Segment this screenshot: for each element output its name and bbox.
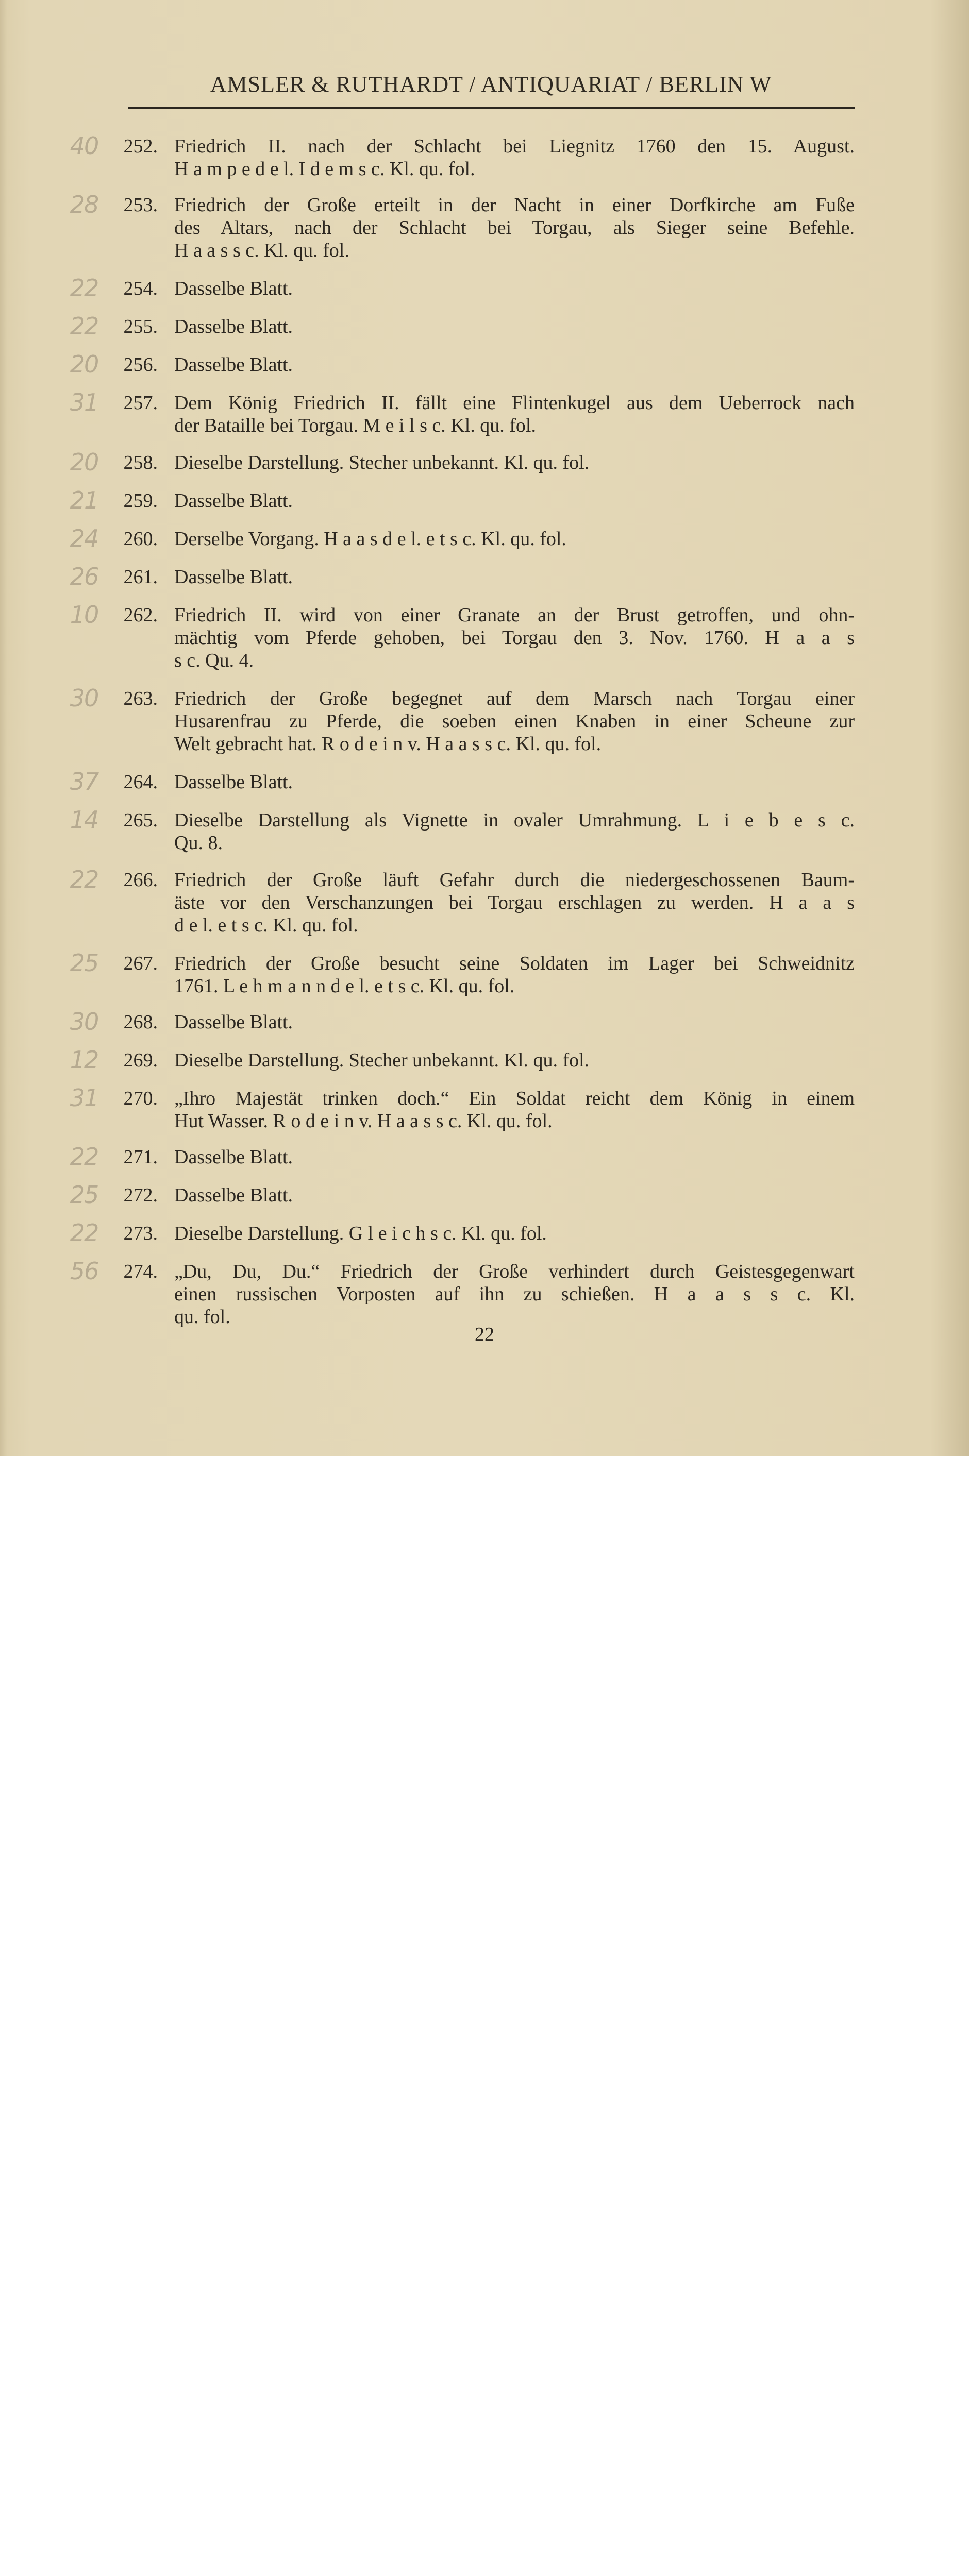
entry-text xyxy=(174,1087,855,1132)
entry-text xyxy=(174,1049,855,1072)
entry-line: Dieselbe Darstellung. G l e i c h s c. Kl. qu. fol. xyxy=(174,1223,547,1244)
entry-number: 265. xyxy=(123,809,158,831)
entry-number: 263. xyxy=(123,688,158,709)
entry-line: äste vor den Verschanzungen bei Torgau erschlagen zu werden. H a a s xyxy=(174,892,855,913)
entry-line: Dieselbe Darstellung. Stecher unbekannt. Kl. qu. fol. xyxy=(174,452,590,473)
entry-number: 260. xyxy=(123,528,158,550)
entry-text xyxy=(174,869,855,937)
handwritten-price-mark: 12 xyxy=(70,1046,98,1074)
entry-number: 272. xyxy=(123,1184,158,1206)
entry-line: qu. fol. xyxy=(174,1306,230,1328)
entry-line: Dasselbe Blatt. xyxy=(174,1146,293,1168)
entry-number: 253. xyxy=(123,194,158,216)
entry-line: Dasselbe Blatt. xyxy=(174,1184,293,1206)
entry-text xyxy=(174,566,855,588)
entry-number: 262. xyxy=(123,604,158,626)
entry-number: 254. xyxy=(123,278,158,299)
entry-line: Dasselbe Blatt. xyxy=(174,490,293,512)
handwritten-price-mark: 31 xyxy=(70,1084,98,1112)
handwritten-price-mark: 22 xyxy=(70,866,98,893)
entry-text xyxy=(174,1184,855,1207)
entry-text xyxy=(174,489,855,512)
entry-line: der Bataille bei Torgau. M e i l s c. Kl. qu. fol. xyxy=(174,415,536,436)
entry-line: s c. Qu. 4. xyxy=(174,650,254,671)
entry-line: Dasselbe Blatt. xyxy=(174,354,293,376)
handwritten-price-mark: 40 xyxy=(70,132,98,160)
entry-line: Friedrich der Große besucht seine Soldaten im Lager bei Schweidnitz xyxy=(174,953,855,974)
entry-text xyxy=(174,451,855,474)
handwritten-price-mark: 37 xyxy=(70,768,98,795)
entry-line: H a a s s c. Kl. qu. fol. xyxy=(174,240,349,261)
entry-number: 255. xyxy=(123,316,158,337)
entry-text xyxy=(174,687,855,755)
entry-line: Friedrich II. wird von einer Granate an der Brust getroffen, und ohn- xyxy=(174,604,855,626)
handwritten-price-mark: 21 xyxy=(70,486,98,514)
entry-text xyxy=(174,604,855,672)
handwritten-price-mark: 31 xyxy=(70,388,98,416)
entry-number: 274. xyxy=(123,1261,158,1282)
handwritten-price-mark: 20 xyxy=(70,350,98,378)
entry-line: d e l. e t s c. Kl. qu. fol. xyxy=(174,914,358,936)
entry-number: 256. xyxy=(123,354,158,376)
entry-text xyxy=(174,1146,855,1168)
entry-line: H a m p e d e l. I d e m s c. Kl. qu. fol. xyxy=(174,158,475,180)
entry-line: Dasselbe Blatt. xyxy=(174,771,293,793)
handwritten-price-mark: 24 xyxy=(70,524,98,552)
entry-line: Hut Wasser. R o d e i n v. H a a s s c. Kl. qu. fol. xyxy=(174,1110,553,1132)
footer-bar xyxy=(0,1456,969,1527)
handwritten-price-mark: 30 xyxy=(70,1008,98,1036)
handwritten-price-mark: 22 xyxy=(70,274,98,302)
handwritten-price-mark: 28 xyxy=(70,191,98,218)
entry-text xyxy=(174,1222,855,1245)
page-number: 22 xyxy=(475,1324,494,1345)
entry-number: 269. xyxy=(123,1049,158,1071)
entry-line: Welt gebracht hat. R o d e i n v. H a a s s c. Kl. qu. fol. xyxy=(174,733,602,755)
entry-number: 261. xyxy=(123,566,158,588)
entry-text xyxy=(174,315,855,338)
entry-line: Husarenfrau zu Pferde, die soeben einen Knaben in einer Scheune zur xyxy=(174,710,855,732)
entry-line: Qu. 8. xyxy=(174,832,223,854)
entry-line: Dieselbe Darstellung. Stecher unbekannt. Kl. qu. fol. xyxy=(174,1049,590,1071)
entry-number: 271. xyxy=(123,1146,158,1168)
entry-line: Dieselbe Darstellung als Vignette in ovaler Umrahmung. L i e b e s c. xyxy=(174,809,855,831)
handwritten-price-mark: 25 xyxy=(70,949,98,977)
handwritten-price-mark: 26 xyxy=(70,563,98,590)
entry-number: 270. xyxy=(123,1088,158,1109)
entry-line: Dem König Friedrich II. fällt eine Flintenkugel aus dem Ueberrock nach xyxy=(174,392,855,414)
entry-line: mächtig vom Pferde gehoben, bei Torgau den 3. Nov. 1760. H a a s xyxy=(174,627,855,649)
entry-line: „Ihro Majestät trinken doch.“ Ein Soldat reicht dem König in einem xyxy=(174,1088,855,1109)
entry-line: Friedrich II. nach der Schlacht bei Liegnitz 1760 den 15. August. xyxy=(174,135,855,157)
handwritten-price-mark: 25 xyxy=(70,1181,98,1209)
entry-number: 252. xyxy=(123,135,158,157)
entry-text xyxy=(174,392,855,437)
entry-line: Dasselbe Blatt. xyxy=(174,566,293,588)
entry-text xyxy=(174,1260,855,1328)
entry-line: 1761. L e h m a n n d e l. e t s c. Kl. qu. fol. xyxy=(174,975,515,997)
entry-number: 266. xyxy=(123,869,158,891)
entry-line: Derselbe Vorgang. H a a s d e l. e t s c. Kl. qu. fol. xyxy=(174,528,566,550)
entry-number: 273. xyxy=(123,1223,158,1244)
entry-line: „Du, Du, Du.“ Friedrich der Große verhindert durch Geistesgegenwart xyxy=(174,1261,855,1282)
entry-number: 257. xyxy=(123,392,158,414)
entry-text xyxy=(174,353,855,376)
entry-line: einen russischen Vorposten auf ihn zu schießen. H a a s s c. Kl. xyxy=(174,1283,855,1305)
entry-number: 258. xyxy=(123,452,158,473)
header-rule xyxy=(128,107,855,109)
page-header: AMSLER & RUTHARDT / ANTIQUARIAT / BERLIN W xyxy=(210,72,772,97)
entry-line: Friedrich der Große erteilt in der Nacht in einer Dorfkirche am Fuße xyxy=(174,194,855,216)
entry-number: 264. xyxy=(123,771,158,793)
entry-number: 267. xyxy=(123,953,158,974)
entry-text xyxy=(174,135,855,180)
entry-line: des Altars, nach der Schlacht bei Torgau, als Sieger seine Befehle. xyxy=(174,217,855,239)
handwritten-price-mark: 22 xyxy=(70,1143,98,1171)
entry-text xyxy=(174,1011,855,1033)
handwritten-price-mark: 56 xyxy=(70,1257,98,1285)
handwritten-price-mark: 10 xyxy=(70,601,98,629)
handwritten-price-mark: 20 xyxy=(70,448,98,476)
entry-text xyxy=(174,809,855,854)
handwritten-price-mark: 22 xyxy=(70,1219,98,1247)
entry-text xyxy=(174,771,855,793)
entry-line: Dasselbe Blatt. xyxy=(174,1011,293,1033)
handwritten-price-mark: 14 xyxy=(70,806,98,834)
entry-number: 259. xyxy=(123,490,158,512)
handwritten-price-mark: 30 xyxy=(70,684,98,712)
entry-line: Dasselbe Blatt. xyxy=(174,278,293,299)
entry-text xyxy=(174,528,855,550)
entry-line: Friedrich der Große begegnet auf dem Marsch nach Torgau einer xyxy=(174,688,855,709)
handwritten-price-mark: 22 xyxy=(70,312,98,340)
entry-text xyxy=(174,277,855,300)
entry-text xyxy=(174,194,855,262)
entry-line: Friedrich der Große läuft Gefahr durch die niedergeschossenen Baum- xyxy=(174,869,855,891)
entry-number: 268. xyxy=(123,1011,158,1033)
entry-text xyxy=(174,952,855,997)
entry-line: Dasselbe Blatt. xyxy=(174,316,293,337)
